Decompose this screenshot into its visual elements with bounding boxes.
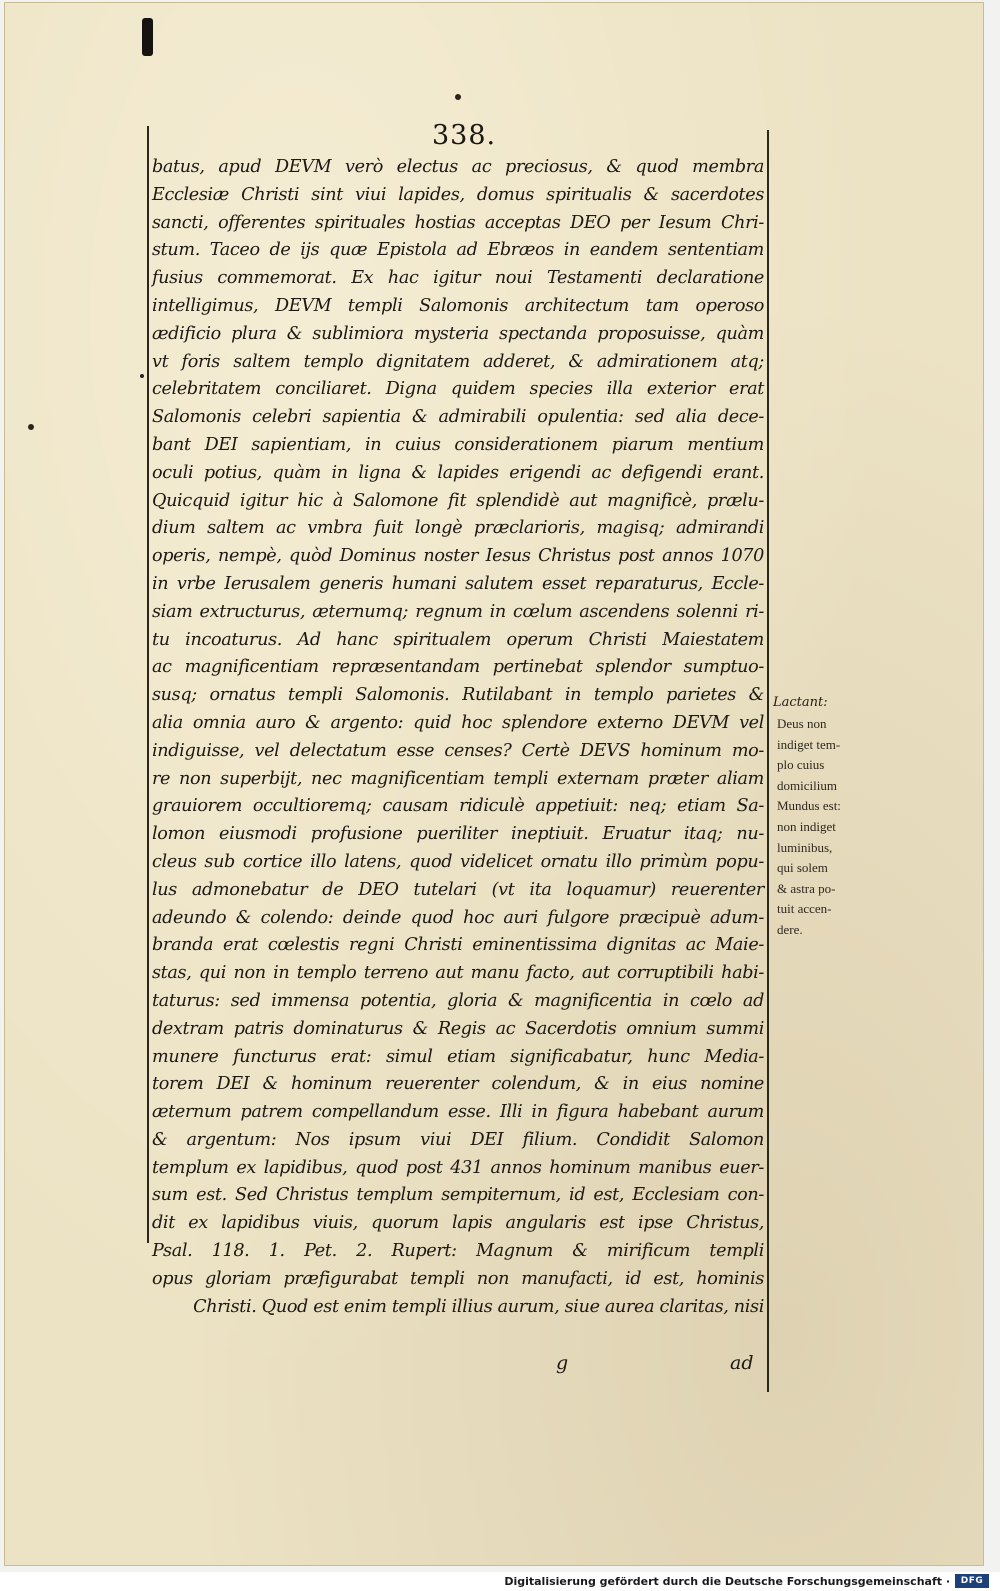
text-line: re non superbijt, nec magnificentiam templi externam præter aliam [152,768,764,789]
text-line: torem DEI & hominum reuerenter colendum, & in eius nomine [152,1074,764,1095]
text-line: ac magnificentiam repræsentandam pertinebat splendor sumptuo- [152,657,764,678]
text-line: sancti, offerentes spirituales hostias acceptas DEO per Iesum Chri- [152,212,764,233]
page-number: 338. [432,120,497,151]
ink-speck [28,424,34,430]
marginal-note-line: domicilium [777,777,837,793]
text-line: dextram patris dominaturus & Regis ac Sacerdotis omnium summi [152,1018,764,1039]
left-column-rule [147,126,149,1243]
marginal-note-line: & astra po- [777,880,836,896]
right-column-rule [767,130,769,1392]
text-line: taturus: sed immensa potentia, gloria & magnificentia in cœlo ad [152,990,764,1011]
main-text-block [152,154,764,1321]
marginal-note-line: dere. [777,921,803,937]
text-line: alia omnia auro & argento: quid hoc splendore externo DEVM vel [152,712,764,733]
signature-mark: g [556,1352,569,1374]
marginal-note-line: indiget tem- [777,736,841,752]
ink-speck [140,374,144,378]
text-line: dit ex lapidibus viuis, quorum lapis angularis est ipse Christus, [152,1213,764,1234]
text-line: vt foris saltem templo dignitatem adderet, & admirationem atq; [152,351,764,372]
marginal-note-line: plo cuius [777,757,825,773]
text-line: celebritatem conciliaret. Digna quidem species illa exterior erat [152,379,764,400]
text-line: dium saltem ac vmbra fuit longè præclarioris, magisq; admirandi [152,518,764,539]
text-line: æternum patrem compellandum esse. Illi in figura habebant aurum [152,1102,764,1123]
text-line: siam extructurus, æternumq; regnum in cœlum ascendens solenni ri- [152,601,764,622]
text-line: templum ex lapidibus, quod post 431 annos hominum manibus euer- [152,1157,764,1178]
marginal-note-line: non indiget [777,818,836,834]
text-line: tu incoaturus. Ad hanc spiritualem operum Christi Maiestatem [152,629,764,650]
text-line: susq; ornatus templi Salomonis. Rutilabant in templo parietes & [152,685,764,706]
dfg-logo: DFG [955,1574,989,1588]
marginal-note-line: Deus non [777,716,827,731]
text-line: oculi potius, quàm in ligna & lapides erigendi ac defigendi erant. [152,462,764,483]
text-line: cleus sub cortice illo latens, quod videlicet ornatu illo primùm popu- [152,851,764,872]
text-line: opus gloriam præfigurabat templi non manufacti, id est, hominis [152,1268,764,1289]
text-line: intelligimus, DEVM templi Salomonis architectum tam operoso [152,295,764,316]
ink-smudge [142,18,153,56]
text-line: grauiorem occultioremq; causam ridiculè appetiuit: neq; etiam Sa- [152,796,764,817]
text-line: indiguisse, vel delectatum esse censes? Certè DEVS hominum mo- [152,740,764,761]
text-line: ædificio plura & sublimiora mysteria spectanda proposuisse, quàm [152,323,764,344]
marginal-note-line: qui solem [777,860,828,876]
text-line: Ecclesiæ Christi sint viui lapides, domus spiritualis & sacerdotes [152,184,764,205]
text-line: in vrbe Ierusalem generis humani salutem esset reparaturus, Eccle- [152,573,764,594]
marginal-note-heading: Lactant: [773,695,828,710]
text-line: sum est. Sed Christus templum sempiternum, id est, Ecclesiam con- [152,1185,764,1206]
digitization-credit: Digitalisierung gefördert durch die Deutsche Forschungsgemeinschaft · [504,1575,950,1588]
marginal-note [773,692,873,941]
text-line: branda erat cœlestis regni Christi eminentissima dignitas ac Maie- [152,935,764,956]
text-line: lus admonebatur de DEO tutelari (vt ita loquamur) reuerenter [152,879,764,900]
text-line: fusius commemorat. Ex hac igitur noui Testamenti declaratione [152,268,764,289]
text-line: bant DEI sapientiam, in cuius considerationem piarum mentium [152,434,764,455]
text-line: Salomonis celebri sapientia & admirabili opulentia: sed alia dece- [152,407,764,428]
marginal-note-line: Mundus est: [777,798,841,814]
text-line: & argentum: Nos ipsum viui DEI filium. Condidit Salomon [152,1129,764,1150]
marginal-note-line: tuit accen- [777,901,832,917]
marginal-note-line: luminibus, [777,839,833,855]
text-line: munere functurus erat: simul etiam significabatur, hunc Media- [152,1046,764,1067]
ink-speck [455,94,461,100]
catchword: ad [730,1352,754,1374]
text-line: operis, nempè, quòd Dominus noster Iesus Christus post annos 1070 [152,546,764,567]
text-line: Christi. Quod est enim templi illius aurum, siue aurea claritas, nisi [193,1296,764,1317]
text-line: stum. Taceo de ijs quæ Epistola ad Ebræos in eandem sententiam [152,240,764,261]
text-line: batus, apud DEVM verò electus ac preciosus, & quod membra [152,157,764,177]
text-line: lomon eiusmodi profusione pueriliter ineptiuit. Eruatur itaq; nu- [152,824,764,845]
text-line: Psal. 118. 1. Pet. 2. Rupert: Magnum & mirificum templi [152,1241,764,1262]
text-line: adeundo & colendo: deinde quod hoc auri fulgore præcipuè adum- [152,907,764,928]
text-line: Quicquid igitur hic à Salomone fit splendidè aut magnificè, prælu- [152,490,764,511]
text-line: stas, qui non in templo terreno aut manu facto, aut corruptibili habi- [152,963,764,984]
